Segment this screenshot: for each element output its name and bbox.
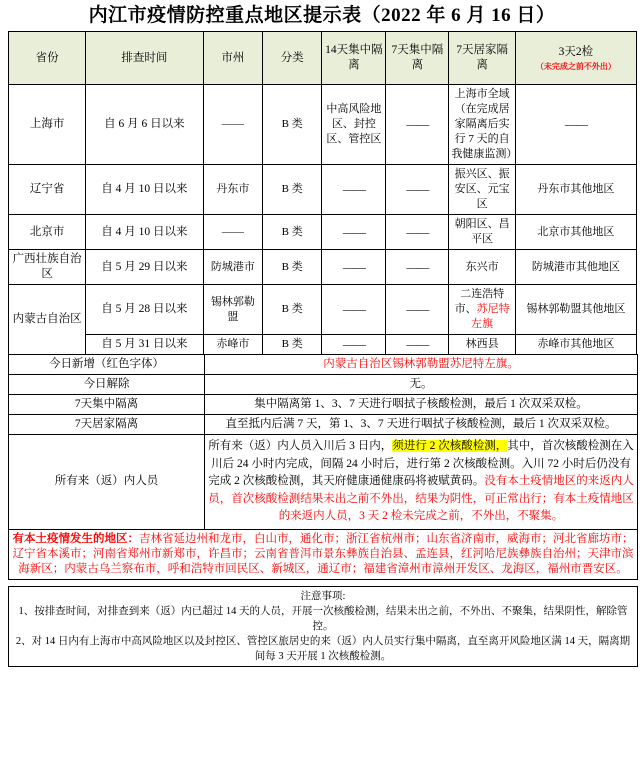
cell-iso7-central: —— <box>386 215 449 250</box>
cell-province: 北京市 <box>9 215 86 250</box>
page-title: 内江市疫情防控重点地区提示表（2022 年 6 月 16 日） <box>88 5 556 26</box>
col-header-city <box>203 32 262 85</box>
cell-test-3day2: 北京市其他地区 <box>515 215 636 250</box>
notes-item-1: 1、按排查时间，对排查到来（返）内已超过 14 天的人员，开展一次核酸检测，结果未出之前，不外出、不聚集，结果阴性，解除管控。 <box>18 605 628 632</box>
info-row-value: 直至抵内后满 7 天，第 1、3、7 天进行咽拭子核酸检测，最后 1 次双采双检。 <box>205 415 638 435</box>
cell-city: 防城港市 <box>203 250 262 285</box>
cell-test-3day2: 丹东市其他地区 <box>515 165 636 215</box>
risk-area-table <box>8 31 637 355</box>
cell-category: B 类 <box>263 215 322 250</box>
all-arrivals-label: 所有来（返）内人员 <box>9 435 205 530</box>
info-table <box>8 354 638 530</box>
cell-city: 锡林郭勒盟 <box>203 285 262 335</box>
summary-table <box>8 529 638 580</box>
cell-iso7-central: —— <box>386 165 449 215</box>
info-row-label: 今日新增（红色字体） <box>9 355 205 375</box>
cell-iso7-home <box>449 285 515 335</box>
all-arrivals-text-part: 须进行 2 次核酸检测， <box>392 440 508 452</box>
cell-iso7-home: 东兴市 <box>449 250 515 285</box>
cell-city: 赤峰市 <box>203 335 262 355</box>
cell-province: 辽宁省 <box>9 165 86 215</box>
info-row <box>9 395 638 415</box>
cell-test-3day2: 防城港市其他地区 <box>515 250 636 285</box>
header-row <box>9 32 637 85</box>
cell-province: 上海市 <box>9 85 86 165</box>
col-header-category-label: 分类 <box>280 51 304 64</box>
local-outbreak-row <box>9 529 638 579</box>
table-body <box>9 85 637 355</box>
info-row <box>9 415 638 435</box>
cell-category: B 类 <box>263 165 322 215</box>
cell-iso7-central: —— <box>386 250 449 285</box>
cell-category: B 类 <box>263 335 322 355</box>
info-row-label: 7天居家隔离 <box>9 415 205 435</box>
col-header-test-3day2 <box>515 32 636 85</box>
notes-cell <box>9 586 638 666</box>
notes-heading: 注意事项: <box>300 590 346 602</box>
info-row <box>9 375 638 395</box>
col-header-iso14 <box>322 32 386 85</box>
notes-item-2: 2、对 14 日内有上海市中高风险地区以及封控区、管控区旅居史的来（返）内人员实行集中隔离，直至离开风险地区满 14 天，隔离期间每 3 天开展 1 次核酸检测。 <box>15 635 631 662</box>
cell-iso14: —— <box>322 285 386 335</box>
info-row <box>9 355 638 375</box>
cell-iso7-home: 林西县 <box>449 335 515 355</box>
info-row-label: 7天集中隔离 <box>9 395 205 415</box>
table-row <box>9 85 637 165</box>
table-row <box>9 335 637 355</box>
cell-test-3day2: —— <box>515 85 636 165</box>
col-header-province-label: 省份 <box>35 51 59 64</box>
cell-category: B 类 <box>263 250 322 285</box>
col-header-iso7-home <box>449 32 515 85</box>
cell-iso7-home: 朝阳区、昌平区 <box>449 215 515 250</box>
cell-screening-time: 自 5 月 28 日以来 <box>86 285 204 335</box>
all-arrivals-text-part: 其中，首次核酸检测在入川后 24 小时内完成，间隔 24 小时后，进行第 2 次核酸检测。入川 72 小时后仍没有完成 2 次核酸检测，其天府健康通健康码将被赋黄码。 <box>208 440 634 487</box>
col-header-city-label: 市州 <box>221 51 245 64</box>
cell-iso7-home: 振兴区、振安区、元宝区 <box>449 165 515 215</box>
col-header-iso14-label: 14天集中隔离 <box>325 44 383 71</box>
cell-screening-time: 自 5 月 29 日以来 <box>86 250 204 285</box>
all-arrivals-text-part: 所有来（返）内人员入川后 3 日内， <box>208 440 393 452</box>
cell-iso7-home-part: 苏尼特左旗 <box>471 303 510 330</box>
cell-iso14: —— <box>322 165 386 215</box>
notes-table <box>8 586 638 667</box>
col-header-iso7-central <box>386 32 449 85</box>
col-header-test-3day2-label: 3天2检 <box>558 45 594 58</box>
local-outbreak-body: 吉林省延边州和龙市，白山市，通化市；浙江省杭州市；山东省济南市，威海市；河北省廊坊市；辽宁省本溪市；河南省郑州市新郑市，许昌市；云南省普洱市景东彝族自治县、孟连县，红河哈尼族彝族自治州；天津市滨海新区；内蒙古乌兰察布市，呼和浩特市回民区、新城区，通辽市；福建省漳州市漳州开发区、龙海区，福州市晋安区。 <box>12 532 634 575</box>
info-row-value: 无。 <box>205 375 638 395</box>
col-header-screening-time <box>86 32 204 85</box>
info-row-label: 今日解除 <box>9 375 205 395</box>
col-header-province <box>9 32 86 85</box>
all-arrivals-value <box>205 435 638 530</box>
cell-test-3day2: 锡林郭勒盟其他地区 <box>515 285 636 335</box>
local-outbreak-lead: 有本土疫情发生的地区： <box>12 532 139 545</box>
info-body <box>9 355 638 530</box>
cell-screening-time: 自 5 月 31 日以来 <box>86 335 204 355</box>
cell-iso14: —— <box>322 335 386 355</box>
cell-iso7-home: 上海市全域（在完成居家隔离后实行 7 天的自我健康监测） <box>449 85 515 165</box>
cell-screening-time: 自 4 月 10 日以来 <box>86 165 204 215</box>
notes-row <box>9 586 638 666</box>
all-arrivals-text-part: 没有本土疫情地区的来返内人员，首次核酸检测结果未出之前不外出，结果为阴性，可正常出行；有本土疫情地区的来返内人员，3 天 2 检未完成之前，不外出，不聚集。 <box>208 475 634 522</box>
all-arrivals-row <box>9 435 638 530</box>
cell-screening-time: 自 4 月 10 日以来 <box>86 215 204 250</box>
cell-iso7-central: —— <box>386 85 449 165</box>
cell-city: 丹东市 <box>203 165 262 215</box>
cell-province: 内蒙古自治区 <box>9 285 86 355</box>
cell-city: —— <box>203 85 262 165</box>
col-header-screening-time-label: 排查时间 <box>121 51 168 64</box>
cell-screening-time: 自 6 月 6 日以来 <box>86 85 204 165</box>
col-header-category <box>263 32 322 85</box>
cell-test-3day2: 赤峰市其他地区 <box>515 335 636 355</box>
table-header <box>9 32 637 85</box>
cell-category: B 类 <box>263 285 322 335</box>
table-row <box>9 165 637 215</box>
cell-iso14: —— <box>322 215 386 250</box>
col-header-iso7-home-label: 7天居家隔离 <box>456 44 508 71</box>
table-row <box>9 250 637 285</box>
cell-province: 广西壮族自治区 <box>9 250 86 285</box>
cell-category: B 类 <box>263 85 322 165</box>
info-row-value: 内蒙古自治区锡林郭勒盟苏尼特左旗。 <box>205 355 638 375</box>
col-header-iso7-central-label: 7天集中隔离 <box>391 44 444 71</box>
info-row-value: 集中隔离第 1、3、7 天进行咽拭子核酸检测，最后 1 次双采双检。 <box>205 395 638 415</box>
local-outbreak-cell <box>9 529 638 579</box>
cell-iso14: —— <box>322 250 386 285</box>
cell-city: —— <box>203 215 262 250</box>
cell-iso7-home-part: 二连浩特市、 <box>454 288 505 315</box>
cell-iso7-central: —— <box>386 335 449 355</box>
col-header-test-3day2-note: （未完成之前不外出） <box>535 61 616 71</box>
table-row <box>9 215 637 250</box>
cell-iso14: 中高风险地区、封控区、管控区 <box>322 85 386 165</box>
table-row <box>9 285 637 335</box>
cell-iso7-central: —— <box>386 285 449 335</box>
